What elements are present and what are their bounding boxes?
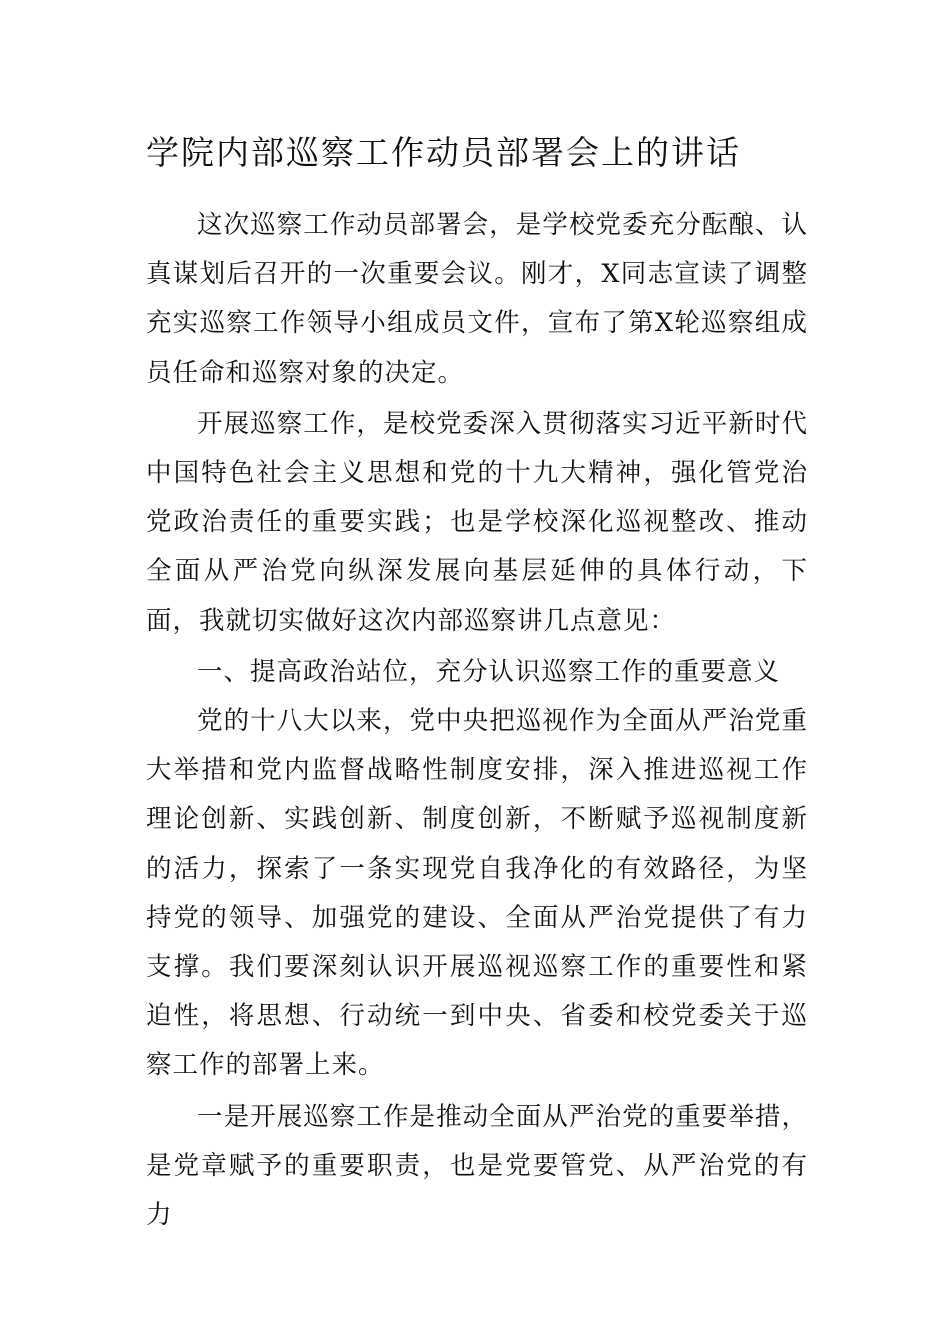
- paragraph-point-1: 一是开展巡察工作是推动全面从严治党的重要举措，是党章赋予的重要职责，也是党要管党、从严治党的有力: [146, 1101, 808, 1231]
- document-title: 学院内部巡察工作动员部署会上的讲话: [146, 133, 741, 172]
- paragraph-purpose: 开展巡察工作，是校党委深入贯彻落实习近平新时代中国特色社会主义思想和党的十九大精神，强化管党治党政治责任的重要实践；也是学校深化巡视整改、推动全面从严治党向纵深发展向基层延伸的具体行动，下面，我就切实做好这次内部巡察讲几点意见：: [146, 408, 808, 636]
- paragraph-intro: 这次巡察工作动员部署会，是学校党委充分酝酿、认真谋划后召开的一次重要会议。刚才，X同志宣读了调整充实巡察工作领导小组成员文件，宣布了第X轮巡察组成员任命和巡察对象的决定。: [146, 210, 808, 388]
- paragraph-section-1-body: 党的十八大以来，党中央把巡视作为全面从严治党重大举措和党内监督战略性制度安排，深入推进巡视工作理论创新、实践创新、制度创新，不断赋予巡视制度新的活力，探索了一条实现党自我净化的有效路径，为坚持党的领导、加强党的建设、全面从严治党提供了有力支撑。我们要深刻认识开展巡视巡察工作的重要性和紧迫性，将思想、行动统一到中央、省委和校党委关于巡察工作的部署上来。: [146, 706, 808, 1081]
- document-body: [146, 201, 808, 1242]
- section-heading-1: 一、提高政治站位，充分认识巡察工作的重要意义: [197, 656, 781, 687]
